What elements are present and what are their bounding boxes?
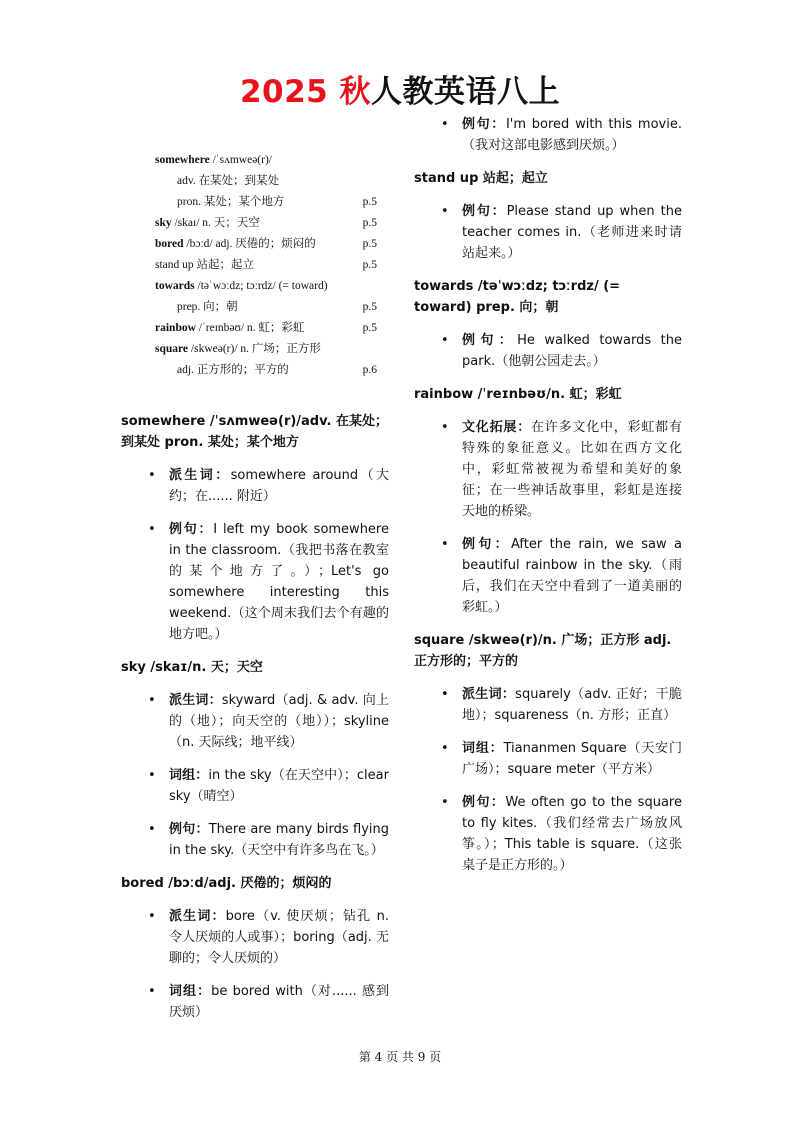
bullet-item — [121, 519, 389, 645]
entry-section — [121, 873, 389, 1023]
bullet-item — [414, 738, 682, 780]
entry-heading: bored /bɔːd/adj. 厌倦的；烦闷的 — [121, 876, 332, 891]
page-title-year: 2025 秋 — [239, 74, 372, 110]
bullet-label: 例句： — [169, 522, 214, 537]
bullet-label: 例句： — [462, 204, 507, 219]
bullet-text: We often go to the square to fly kites.（我们经常去广场放风筝。）；This table is square.（这张桌子是正方形的。） — [462, 795, 682, 873]
bullet-text: 在许多文化中，彩虹都有特殊的象征意义。比如在西方文化中，彩虹常被视为希望和美好的象征；在一些神话故事里，彩虹是连接天地的桥梁。 — [462, 420, 682, 519]
bullet-item — [414, 201, 682, 264]
bullet-label: 词组： — [462, 741, 504, 756]
bullet-text: skyward（adj. & adv. 向上的（地）；向天空的（地））；skyline（n. 天际线；地平线） — [169, 693, 389, 750]
entry-heading: sky /skaɪ/n. 天；天空 — [121, 660, 263, 675]
vocab-page: p.5 — [362, 238, 377, 250]
page-footer: 第 4 页 共 9 页 — [358, 1050, 442, 1064]
vocab-text: pron. 某处；某个地方 — [177, 196, 285, 208]
vocab-row — [155, 360, 377, 381]
entry-heading: rainbow /ˈreɪnbəʊ/n. 虹；彩虹 — [414, 387, 622, 402]
bullet-label: 词组： — [169, 768, 209, 783]
bullet-text: Tiananmen Square（天安门广场）；square meter（平方米） — [462, 741, 682, 777]
vocab-page: p.5 — [362, 322, 377, 334]
bullet-item — [121, 465, 389, 507]
bullet-icon: • — [148, 468, 156, 483]
vocab-word: rainbow — [155, 322, 196, 334]
bullet-item — [414, 792, 682, 876]
bullet-label: 例句： — [462, 333, 518, 348]
bullet-item — [414, 417, 682, 522]
right-column — [414, 114, 682, 888]
bullet-text: After the rain, we saw a beautiful rainbow in the sky.（雨后，我们在天空中看到了一道美丽的彩虹。） — [462, 537, 682, 615]
vocab-row — [155, 276, 377, 297]
bullet-icon: • — [148, 822, 156, 837]
vocab-row — [155, 234, 377, 255]
vocab-word: sky — [155, 217, 172, 229]
bullet-text: in the sky（在天空中）；clear sky（晴空） — [169, 768, 389, 804]
vocab-word: towards — [155, 280, 195, 292]
vocab-row — [155, 255, 377, 276]
entry-heading: somewhere /ˈsʌmweə(r)/adv. 在某处；到某处 pron. 某处；某个地方 — [121, 414, 388, 450]
bullet-text: somewhere around（大约；在...... 附近） — [169, 468, 389, 504]
bullet-icon: • — [148, 768, 156, 783]
bullet-icon: • — [441, 795, 449, 810]
left-entries — [121, 411, 389, 1023]
bullet-label: 例句： — [169, 822, 209, 837]
bullet-icon: • — [148, 984, 156, 999]
bullet-item — [121, 690, 389, 753]
bullet-item — [414, 114, 682, 156]
entry-heading: towards /təˈwɔːdz; tɔːrdz/ (= toward) prep. 向；朝 — [414, 279, 621, 315]
bullet-item — [121, 819, 389, 861]
entry-section — [121, 657, 389, 861]
bullet-label: 派生词： — [169, 693, 222, 708]
bullet-text: be bored with（对...... 感到厌烦） — [169, 984, 389, 1020]
bullet-text: I left my book somewhere in the classroom.（我把书落在教室的某个地方了。）；Let's go somewhere interesting this weekend.（这个周末我们去个有趣的地方吧。） — [169, 522, 389, 642]
bullet-text: Please stand up when the teacher comes in.（老师进来时请站起来。） — [462, 204, 682, 261]
bullet-icon: • — [148, 693, 156, 708]
bullet-label: 派生词： — [169, 468, 231, 483]
bullet-item — [121, 981, 389, 1023]
bullet-label: 例句： — [462, 117, 506, 132]
bullet-icon: • — [441, 333, 449, 348]
bullet-text: I'm bored with this movie.（我对这部电影感到厌烦。） — [462, 117, 682, 153]
bullet-text: bore（v. 使厌烦；钻孔 n. 令人厌烦的人或事）；boring（adj. 无聊的；令人厌烦的） — [169, 909, 389, 966]
bullet-icon: • — [441, 420, 449, 435]
vocab-text: /bɔːd/ adj. 厌倦的；烦闷的 — [183, 238, 316, 250]
vocab-text: /skaɪ/ n. 天；天空 — [171, 217, 260, 229]
vocab-row — [155, 192, 377, 213]
vocab-word: square — [155, 343, 189, 355]
left-column — [121, 150, 389, 1035]
vocabulary-excerpt — [155, 150, 377, 381]
vocab-row — [155, 213, 377, 234]
bullet-icon: • — [441, 537, 449, 552]
bullet-label: 词组： — [169, 984, 212, 999]
bullet-icon: • — [441, 204, 449, 219]
bullet-icon: • — [148, 909, 156, 924]
bullet-label: 例句： — [462, 537, 511, 552]
vocab-text: /təˈwɔːdz; tɔːrdz/ (= toward) — [194, 280, 328, 292]
bullet-icon: • — [441, 687, 449, 702]
page-title-main: 人教英语八上 — [371, 74, 561, 110]
vocab-page: p.6 — [362, 364, 377, 376]
entry-section — [414, 630, 682, 876]
entry-section — [414, 114, 682, 156]
bullet-item — [414, 330, 682, 372]
entry-heading: square /skweə(r)/n. 广场；正方形 adj. 正方形的；平方的 — [414, 633, 672, 669]
bullet-label: 派生词： — [169, 909, 226, 924]
bullet-label: 文化拓展： — [462, 420, 531, 435]
vocab-page: p.5 — [362, 301, 377, 313]
vocab-row — [155, 318, 377, 339]
bullet-text: He walked towards the park.（他朝公园走去。） — [462, 333, 682, 369]
vocab-page: p.5 — [362, 217, 377, 229]
vocab-word: somewhere — [155, 154, 210, 166]
vocab-row — [155, 339, 377, 360]
bullet-label: 派生词： — [462, 687, 516, 702]
vocab-text: adv. 在某处；到某处 — [177, 175, 280, 187]
vocab-text: adj. 正方形的；平方的 — [177, 364, 289, 376]
entry-section — [414, 168, 682, 264]
entry-section — [414, 276, 682, 372]
bullet-label: 例句： — [462, 795, 506, 810]
vocab-text: /ˈreɪnbəʊ/ n. 虹；彩虹 — [195, 322, 305, 334]
vocab-page: p.5 — [362, 196, 377, 208]
bullet-item — [414, 534, 682, 618]
bullet-icon: • — [441, 741, 449, 756]
vocab-page: p.5 — [362, 259, 377, 271]
vocab-row — [155, 171, 377, 192]
entry-section — [414, 384, 682, 618]
bullet-item — [121, 906, 389, 969]
bullet-text: squarely（adv. 正好；干脆地）；squareness（n. 方形；正直） — [462, 687, 682, 723]
vocab-row — [155, 297, 377, 318]
vocab-text: /skweə(r)/ n. 广场；正方形 — [188, 343, 321, 355]
vocab-text: /ˈsʌmweə(r)/ — [209, 154, 272, 166]
vocab-text: prep. 向；朝 — [177, 301, 238, 313]
bullet-item — [121, 765, 389, 807]
vocab-text: stand up 站起；起立 — [155, 259, 255, 271]
entry-heading: stand up 站起；起立 — [414, 171, 548, 186]
bullet-item — [414, 684, 682, 726]
vocab-word: bored — [155, 238, 184, 250]
vocab-row — [155, 150, 377, 171]
bullet-icon: • — [148, 522, 156, 537]
bullet-icon: • — [441, 117, 449, 132]
entry-section — [121, 411, 389, 645]
bullet-text: There are many birds flying in the sky.（天空中有许多鸟在飞。） — [169, 822, 389, 858]
page-title — [0, 66, 800, 111]
